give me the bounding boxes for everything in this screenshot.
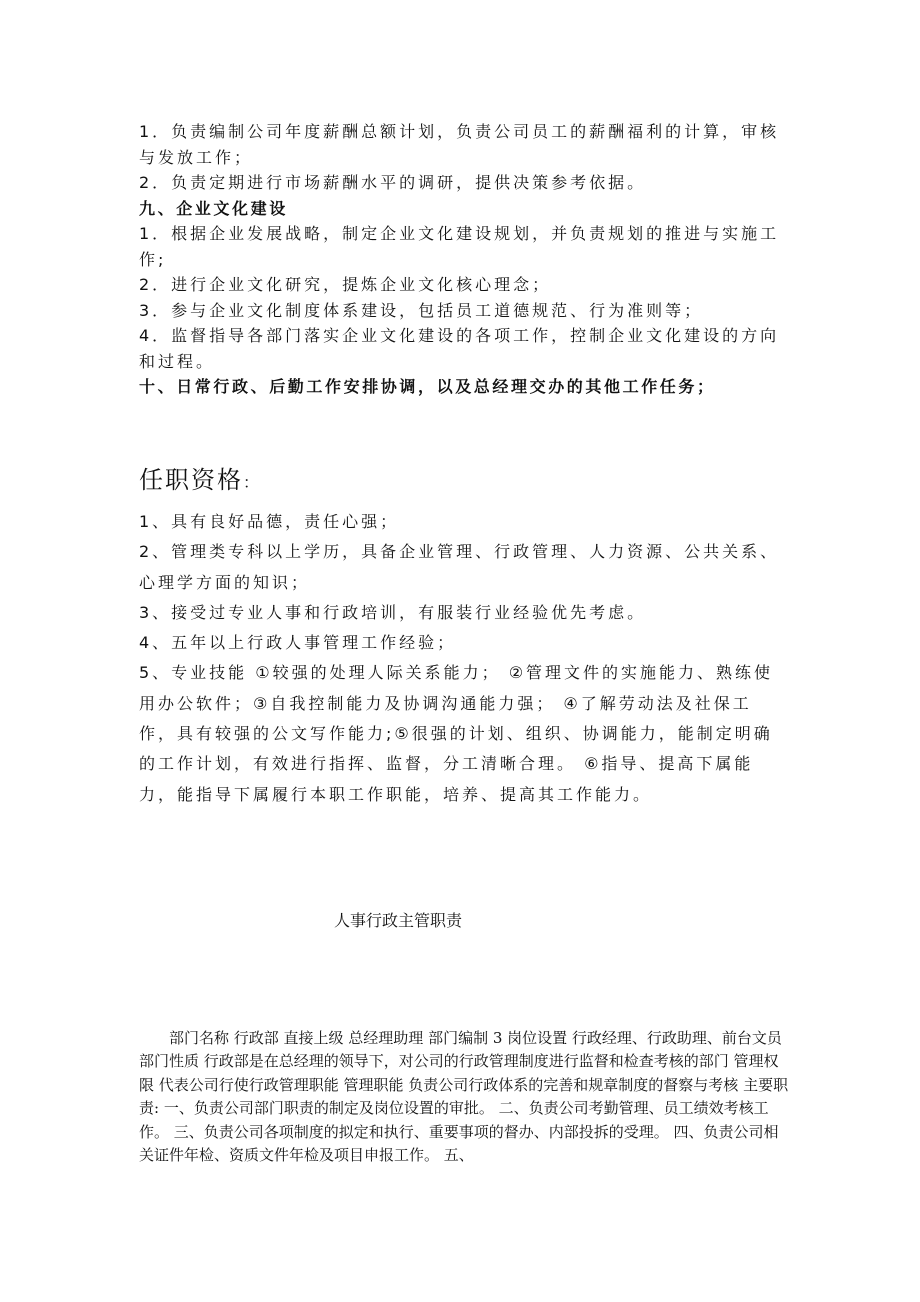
qualifications-title: 任职资格 bbox=[139, 466, 243, 494]
qualifications-heading bbox=[139, 460, 261, 495]
culture-item-1: 1．根据企业发展战略，制定企业文化建设规划，并负责规划的推进与实施工作; bbox=[139, 224, 780, 269]
culture-heading: 九、企业文化建设 bbox=[139, 198, 288, 218]
qualification-item: 2、管理类专科以上学历，具备企业管理、行政管理、人力资源、公共关系、心理学方面的知识； bbox=[139, 542, 780, 592]
qualification-item: 4、五年以上行政人事管理工作经验； bbox=[139, 633, 457, 653]
responsibilities-section bbox=[139, 119, 789, 400]
qualification-item: 1、具有良好品德，责任心强； bbox=[139, 512, 400, 531]
culture-item-3: 3．参与企业文化制度体系建设，包括员工道德规范、行为准则等； bbox=[139, 300, 704, 320]
document-body: 部门名称 行政部 直接上级 总经理助理 部门编制 3 岗位设置 行政经理、行政助理、前台文员 部门性质 行政部是在总经理的领导下，对公司的行政管理制度进行监督和检查考核的部门 管理权限 代表公司行使行政管理职能 管理职能 负责公司行政体系的完善和规章制度的督察与考核 主要职责: 一、负责公司部门职责的制定及岗位设置的审批。 二、负责公司考勤管理、员工绩效考核工作。 三、负责公司各项制度的拟定和执行、重要事项的督办、内部投拆的受理。 四、负责公司相关证件年检、资质文件年检及项目申报工作。 五、 bbox=[139, 1029, 789, 1165]
culture-item-2: 2．进行企业文化研究，提炼企业文化核心理念； bbox=[139, 275, 552, 294]
qualifications-title-colon: ： bbox=[243, 473, 262, 492]
qualifications-list bbox=[139, 507, 789, 810]
qualification-item: 5、专业技能 ①较强的处理人际关系能力； ②管理文件的实施能力、熟练使用办公软件；③自我控制能力及协调沟通能力强； ④了解劳动法及社保工作，具有较强的公文写作能力;⑤很强的计划、组织、协调能力，能制定明确的工作计划，有效进行指挥、监督，分工清晰合理。 ⑥指导、提高下属能力，能指导下属履行本职工作职能，培养、提高其工作能力。 bbox=[139, 663, 774, 804]
document-title: 人事行政主管职责 bbox=[334, 911, 463, 930]
qualification-item: 3、接受过专业人事和行政培训，有服装行业经验优先考虑。 bbox=[139, 602, 647, 622]
salary-item-1: 1．负责编制公司年度薪酬总额计划，负责公司员工的薪酬福利的计算，审核与发放工作； bbox=[139, 122, 780, 167]
item-10-heading: 十、日常行政、后勤工作安排协调，以及总经理交办的其他工作任务； bbox=[139, 377, 716, 396]
salary-item-2: 2．负责定期进行市场薪酬水平的调研，提供决策参考依据。 bbox=[139, 173, 647, 192]
culture-item-4: 4．监督指导各部门落实企业文化建设的各项工作，控制企业文化建设的方向和过程。 bbox=[139, 326, 780, 371]
